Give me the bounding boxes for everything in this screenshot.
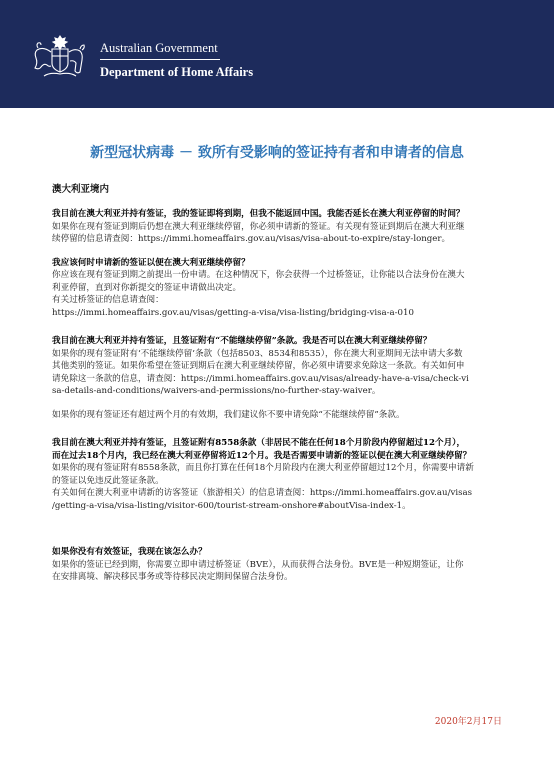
question-line: 而在过去18个月内，我已经在澳大利亚停留将近12个月。我是否需要申请新的签证以便在澳大利亚继续停留？ — [52, 450, 472, 461]
answer-line: 有关如何在澳大利亚申请新的访客签证（旅游相关）的信息请查阅：https://immi.homeaffairs.gov.au/visas — [52, 488, 473, 498]
answer-line: 请免除这一条款的信息，请查阅：https://immi.homeaffairs.gov.au/visas/already-have-a-visa/check-vi — [52, 373, 469, 384]
answer-line: 有关过桥签证的信息请查阅： — [52, 295, 164, 305]
qa-block — [52, 546, 508, 584]
answer-line: 如果你的现有签证附有8558条款，而且你打算在任何18个月阶段内在澳大利亚停留超过12个月，你需要申请新 — [52, 463, 474, 473]
coat-of-arms-icon — [30, 32, 90, 80]
government-wordmark — [100, 40, 253, 80]
header-divider — [100, 59, 220, 60]
section-heading: 澳大利亚境内 — [52, 184, 110, 195]
question-line: 我目前在澳大利亚并持有签证，我的签证即将到期，但我不能返回中国。我能否延长在澳大利亚停留的时间？ — [52, 209, 465, 219]
answer-line: /getting-a-visa/visa-listing/visitor-600/tourist-stream-onshore#aboutVisa-index-1。 — [52, 500, 411, 511]
qa-block — [52, 208, 508, 246]
answer-line: 你应该在现有签证到期之前提出一份申请。在这种情况下，你会获得一个过桥签证，让你能以合法身份在澳大 — [52, 270, 465, 280]
qa-block — [52, 409, 508, 422]
document-date: 2020年2月17日 — [434, 717, 502, 727]
answer-line: 其他类别的签证。如果你希望在签证到期后在澳大利亚继续停留，你必须申请要求免除这一条款。有关如何申 — [52, 361, 465, 371]
answer-line: 续停留的信息请查阅：https://immi.homeaffairs.gov.au/visas/visa-about-to-expire/stay-longer。 — [52, 234, 451, 244]
answer-line: 在安排离境、解决移民事务或等待移民决定期间保留合法身份。 — [52, 572, 293, 582]
qa-block — [52, 437, 508, 512]
question-line: 我目前在澳大利亚并持有签证，且签证附有“不能继续停留”条款。我是否可以在澳大利亚继续停留？ — [52, 336, 432, 346]
header-banner — [0, 0, 554, 108]
question-line: 我应该何时申请新的签证以便在澳大利亚继续停留？ — [52, 257, 250, 268]
department-name: Department of Home Affairs — [100, 65, 254, 79]
page-title: 新型冠状病毒 － 致所有受影响的签证持有者和申请者的信息 — [90, 145, 464, 161]
government-name: Australian Government — [100, 41, 218, 55]
document-body — [52, 183, 508, 584]
answer-line: sa-details-and-conditions/waivers-and-permissions/no-further-stay-waiver。 — [52, 386, 381, 396]
answer-line: 如果你的现有签证还有超过两个月的有效期，我们建议你不要申请免除“不能继续停留”条款。 — [52, 409, 405, 420]
answer-line: 如果你的签证已经到期，你需要立即申请过桥签证（BVE），从而获得合法身份。BVE是一种短期签证，让你 — [52, 559, 464, 570]
question-line: 我目前在澳大利亚并持有签证，且签证附有8558条款（非居民不能在任何18个月阶段内停留超过12个月）， — [52, 438, 466, 448]
answer-line: 利亚停留，直到对你新提交的签证申请做出决定。 — [52, 282, 242, 293]
answer-line: https://immi.homeaffairs.gov.au/visas/getting-a-visa/visa-listing/bridging-visa-a-010 — [52, 307, 414, 318]
question-line: 如果你没有有效签证，我现在该怎么办？ — [52, 547, 207, 557]
qa-block — [52, 257, 508, 320]
answer-line: 的签证以免违反此签证条款。 — [52, 475, 164, 486]
qa-block — [52, 335, 508, 398]
answer-line: 如果你的现有签证附有‘不能继续停留’条款（包括8503、8534和8535），你在澳大利亚期间无法申请大多数 — [52, 348, 463, 359]
answer-line: 如果你在现有签证到期后仍想在澳大利亚继续停留，你必须申请新的签证。有关现有签证到期后在澳大利亚继 — [52, 221, 465, 232]
